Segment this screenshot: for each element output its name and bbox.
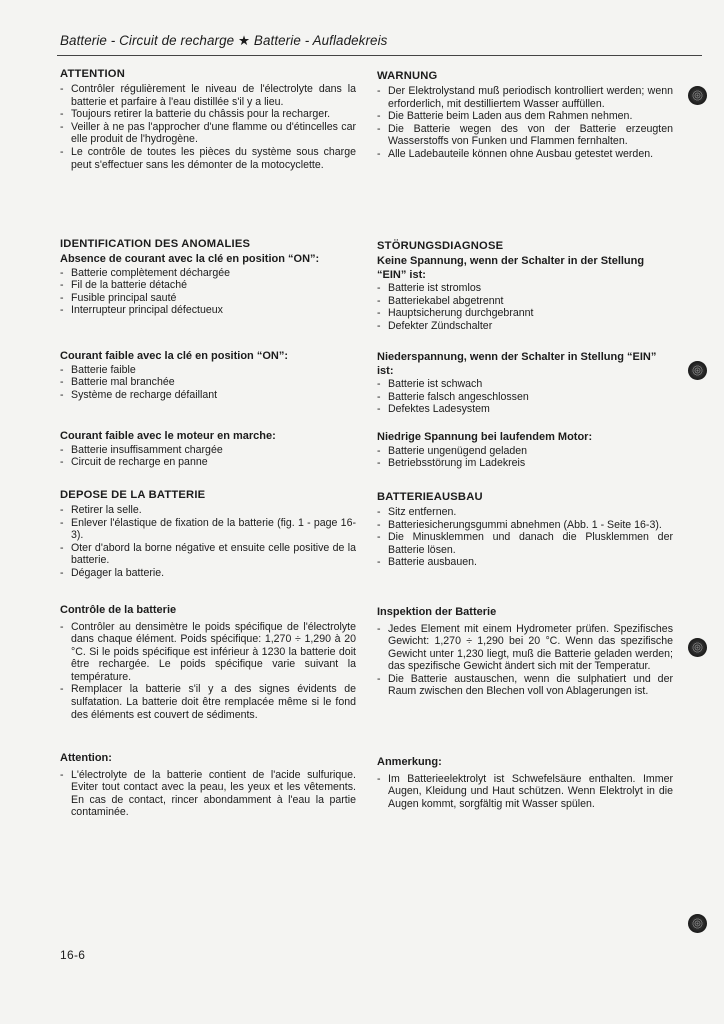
list-item: - Batterie faible — [60, 364, 356, 377]
de-inspektion-section — [377, 606, 673, 698]
list-item: - Der Elektrolystand muß periodisch kontrolliert werden; wenn erforderlich, mit destilliertem Wasser auffüllen. — [377, 85, 673, 110]
de-diagnose-title: STÖRUNGSDIAGNOSE — [377, 240, 504, 252]
list-item: - Remplacer la batterie s'il y a des signes évidents de sulfatation. La batterie doit être remplacée même si le fond des éléments est couvert de sédiments. — [60, 683, 356, 721]
fr-identification-title: IDENTIFICATION DES ANOMALIES — [60, 238, 251, 250]
fr-attention-section — [60, 67, 356, 171]
list-item: - Batteriesicherungsgummi abnehmen (Abb. 1 - Seite 16-3). — [377, 519, 673, 532]
de-nieder-list — [377, 378, 673, 416]
list-item: - Contrôler au densimètre le poids spécifique de l'électrolyte dans chaque élément. Poids spécifique: 1,270 ÷ 1,290 à 20 °C. Si le poids spécifique est inférieur à 1230 la batterie doit être rechargée. Le poids spécifique varie suivant la température. — [60, 621, 356, 684]
de-niedrige-section — [377, 431, 673, 470]
list-item: - Système de recharge défaillant — [60, 389, 356, 402]
list-item: - Dégager la batterie. — [60, 567, 356, 580]
de-inspektion-list — [377, 623, 673, 699]
list-item: - Batterie ausbauen. — [377, 556, 673, 569]
de-inspektion-title: Inspektion der Batterie — [377, 606, 497, 618]
de-anmerkung-section — [377, 756, 673, 810]
fr-faible-on-list — [60, 364, 356, 402]
de-nieder-section — [377, 351, 673, 416]
page-header: Batterie - Circuit de recharge ★ Batterie - Aufladekreis — [60, 33, 388, 48]
fr-controle-title: Contrôle de la batterie — [60, 604, 177, 616]
fr-controle-section — [60, 604, 356, 721]
de-warnung-title: WARNUNG — [377, 70, 438, 82]
fr-faible-on-section — [60, 350, 356, 401]
de-diagnose-subtitle: Keine Spannung, wenn der Schalter in der Stellung “EIN” ist: — [377, 255, 645, 281]
list-item: - Betriebsstörung im Ladekreis — [377, 457, 673, 470]
list-item: - Batterie falsch angeschlossen — [377, 391, 673, 404]
de-anmerkung-title: Anmerkung: — [377, 756, 442, 768]
fr-identification-section — [60, 237, 356, 317]
list-item: - Alle Ladebauteile können ohne Ausbau getestet werden. — [377, 148, 673, 161]
list-item: - Le contrôle de toutes les pièces du système sous charge peut s'effectuer sans les démonter de la motocyclette. — [60, 146, 356, 171]
list-item: - Toujours retirer la batterie du châssis pour la recharger. — [60, 108, 356, 121]
de-anmerkung-list — [377, 773, 673, 811]
list-item: - Oter d'abord la borne négative et ensuite celle positive de la batterie. — [60, 542, 356, 567]
page-number: 16-6 — [60, 948, 86, 962]
list-item: - Batteriekabel abgetrennt — [377, 295, 673, 308]
list-item: - Enlever l'élastique de fixation de la batterie (fig. 1 - page 16-3). — [60, 517, 356, 542]
fr-attention2-list — [60, 769, 356, 819]
list-item: - Veiller à ne pas l'approcher d'une flamme ou d'étincelles car elle produit de l'hydrogène. — [60, 121, 356, 146]
list-item: - Defektes Ladesystem — [377, 403, 673, 416]
list-item: - Contrôler régulièrement le niveau de l'électrolyte dans la batterie et parfaire à l'eau distillée s'il y a lieu. — [60, 83, 356, 108]
de-nieder-subtitle: Niederspannung, wenn der Schalter in Stellung “EIN” ist: — [377, 351, 657, 377]
fr-depose-title: DEPOSE DE LA BATTERIE — [60, 489, 206, 501]
de-ausbau-list — [377, 506, 673, 569]
list-item: - Im Batterieelektrolyt ist Schwefelsäure enthalten. Immer Augen, Kleidung und Haut schützen. Wenn Elektrolyt in die Augen kommt, sorgfältig mit Wasser spülen. — [377, 773, 673, 811]
binder-hole-mark — [688, 914, 707, 933]
list-item: - Batterie ist stromlos — [377, 282, 673, 295]
list-item: - Die Batterie beim Laden aus dem Rahmen nehmen. — [377, 110, 673, 123]
fr-faible-moteur-subtitle: Courant faible avec le moteur en marche: — [60, 430, 276, 442]
fr-depose-list — [60, 504, 356, 580]
fr-attention2-section — [60, 752, 356, 819]
de-niedrige-list — [377, 445, 673, 470]
list-item: - Circuit de recharge en panne — [60, 456, 356, 469]
header-rule — [57, 55, 702, 56]
list-item: - Batterie ist schwach — [377, 378, 673, 391]
list-item: - Hauptsicherung durchgebrannt — [377, 307, 673, 320]
list-item: - Retirer la selle. — [60, 504, 356, 517]
list-item: - Batterie ungenügend geladen — [377, 445, 673, 458]
de-niedrige-subtitle: Niedrige Spannung bei laufendem Motor: — [377, 431, 593, 443]
fr-attention-list — [60, 83, 356, 171]
list-item: - Defekter Zündschalter — [377, 320, 673, 333]
fr-depose-section — [60, 488, 356, 580]
de-ausbau-title: BATTERIEAUSBAU — [377, 491, 483, 503]
de-ausbau-section — [377, 490, 673, 569]
list-item: - Interrupteur principal défectueux — [60, 304, 356, 317]
fr-identification-subtitle: Absence de courant avec la clé en position “ON”: — [60, 253, 320, 265]
fr-faible-on-subtitle: Courant faible avec la clé en position “ON”: — [60, 350, 288, 362]
fr-identification-list — [60, 267, 356, 317]
list-item: - Fil de la batterie détaché — [60, 279, 356, 292]
list-item: - Fusible principal sauté — [60, 292, 356, 305]
binder-hole-mark — [688, 638, 707, 657]
de-diagnose-section — [377, 239, 673, 332]
de-warnung-section — [377, 69, 673, 161]
fr-controle-list — [60, 621, 356, 722]
fr-attention-title: ATTENTION — [60, 68, 125, 80]
fr-attention2-title: Attention: — [60, 752, 112, 764]
list-item: - Die Batterie austauschen, wenn die sulphatiert und der Raum zwischen den Blechen voll von Ablagerungen ist. — [377, 673, 673, 698]
binder-hole-mark — [688, 361, 707, 380]
list-item: - Batterie mal branchée — [60, 376, 356, 389]
list-item: - Die Minusklemmen und danach die Plusklemmen der Batterie lösen. — [377, 531, 673, 556]
list-item: - Batterie complètement déchargée — [60, 267, 356, 280]
list-item: - Die Batterie wegen des von der Batterie erzeugten Wasserstoffs von Funken und Flammen fernhalten. — [377, 123, 673, 148]
fr-faible-moteur-list — [60, 444, 356, 469]
list-item: - Batterie insuffisamment chargée — [60, 444, 356, 457]
list-item: - Sitz entfernen. — [377, 506, 673, 519]
de-diagnose-list — [377, 282, 673, 332]
fr-faible-moteur-section — [60, 430, 356, 469]
de-warnung-list — [377, 85, 673, 161]
list-item: - Jedes Element mit einem Hydrometer prüfen. Spezifisches Gewicht: 1,270 ÷ 1,290 bei 20 °C. Wenn das spezifische Gewicht unter 1,230 liegt, muß die Batterie geladen werden; das spezifische Gewicht ändert sich mit der Temperatur. — [377, 623, 673, 673]
binder-hole-mark — [688, 86, 707, 105]
list-item: - L'électrolyte de la batterie contient de l'acide sulfurique. Eviter tout contact avec la peau, les yeux et les vêtements. En cas de contact, rincer abondamment à l'eau la partie contaminée. — [60, 769, 356, 819]
